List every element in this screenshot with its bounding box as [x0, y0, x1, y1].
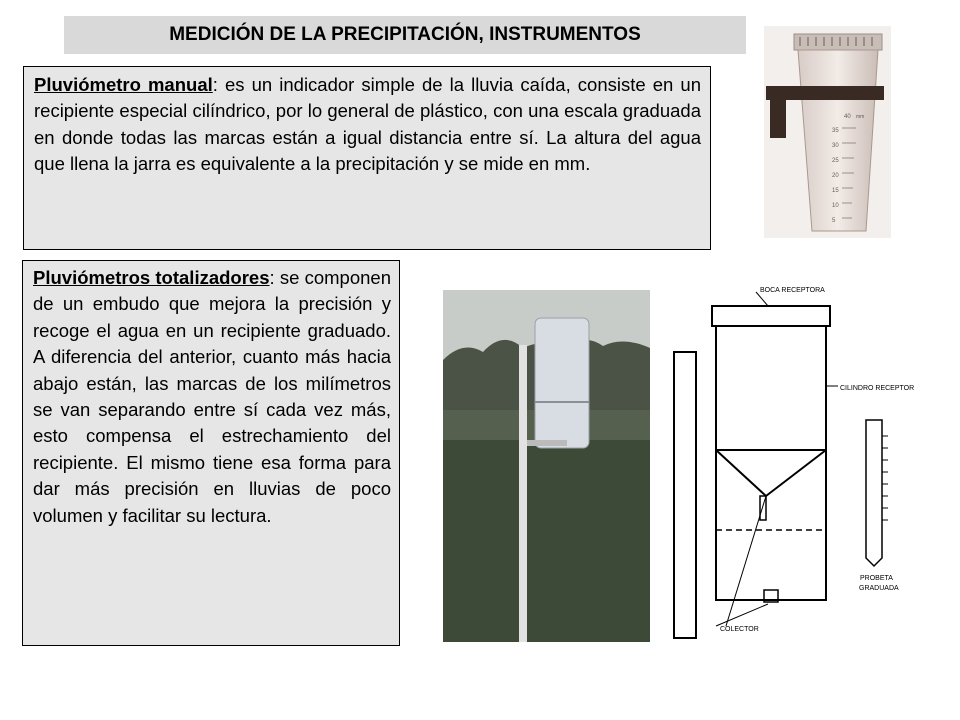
manual-gauge-description: [23, 66, 711, 250]
manual-rain-gauge-photo: [764, 26, 891, 238]
manual-gauge-text: : es un indicador simple de la lluvia caída, consiste en un recipiente especial cilíndrico, por lo general de plástico, con una escala graduada en donde todas las marcas están a igual distancia entre sí. La altura del agua que llena la jarra es equivalente a la precipitación y se mide en mm.: [34, 74, 701, 175]
totalizer-gauge-field-photo: [443, 290, 650, 642]
gauge-tick-15: 15: [832, 188, 839, 194]
gauge-post: [519, 345, 527, 642]
page-title: [64, 16, 746, 54]
totalizer-gauge-term: Pluviómetros totalizadores: [33, 267, 270, 288]
gauge-tick-30: 30: [832, 143, 839, 149]
gauge-rim: [794, 34, 882, 50]
gauge-tick-35: 35: [832, 128, 839, 134]
diagram-label-probeta: PROBETA: [860, 575, 893, 582]
gauge-tick-25: 25: [832, 158, 839, 164]
diagram-label-colector: COLECTOR: [720, 626, 759, 633]
diagram-label-boca: BOCA RECEPTORA: [760, 287, 825, 294]
diagram-label-cilindro: CILINDRO RECEPTOR: [840, 385, 915, 392]
photo-grass: [443, 440, 650, 642]
totalizer-gauge-description: [22, 260, 400, 646]
totalizer-gauge-text: : se componen de un embudo que mejora la precisión y recoge el agua en un recipiente graduado. A diferencia del anterior, cuanto más hacia abajo están, las marcas de los milímetros se van separando entre sí cada vez más, esto compensa el estrechamiento del recipiente. El mismo tiene esa forma para dar más precisión en lluvias de poco volumen y facilitar su lectura.: [33, 267, 391, 526]
gauge-tick-10: 10: [832, 203, 839, 209]
totalizer-gauge-diagram: [656, 270, 936, 640]
page-title-text: MEDICIÓN DE LA PRECIPITACIÓN, INSTRUMENTOS: [169, 24, 641, 45]
gauge-unit-label: mm: [856, 114, 865, 120]
gauge-tick-20: 20: [832, 173, 839, 179]
gauge-tick-40: 40: [844, 114, 851, 120]
gauge-tick-5: 5: [832, 218, 836, 224]
gauge-cylinder: [535, 318, 589, 448]
diagram-label-graduada: GRADUADA: [859, 585, 899, 592]
manual-gauge-term: Pluviómetro manual: [34, 74, 213, 95]
